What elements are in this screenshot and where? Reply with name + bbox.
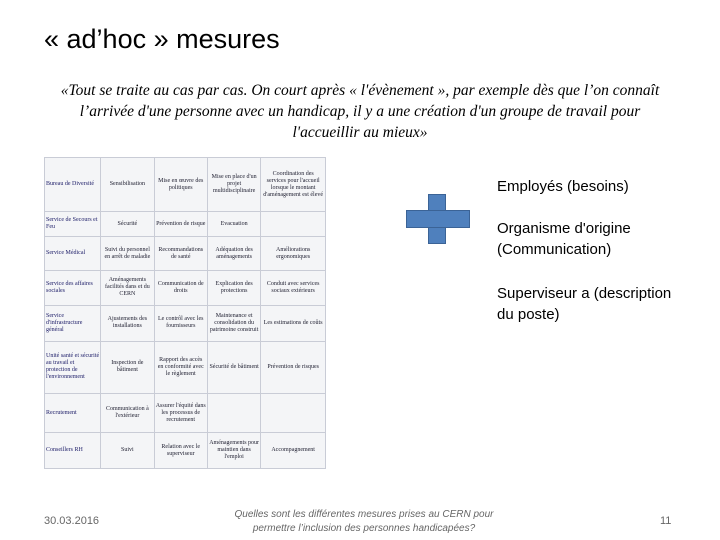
table-row [45,341,326,393]
table-cell: Sécurité [101,212,154,237]
table-cell: Evacuation [207,212,260,237]
table-row [45,237,326,270]
table-row [45,433,326,469]
table-row [45,158,326,212]
table-cell: Conduit avec services sociaux extérieurs [261,270,326,305]
table-cell: Aménagements facilités dans et du CERN [101,270,154,305]
table-cell: Communication à l'extérieur [101,393,154,433]
table-cell: Rapport des accès en conformité avec le règlement [154,341,207,393]
table-cell: Améliorations ergonomiques [261,237,326,270]
table-cell: Suivi du personnel en arrêt de maladie [101,237,154,270]
table-cell: Sensibilisation [101,158,154,212]
table-row-header: Unité santé et sécurité au travail et protection de l'environnement [45,341,101,393]
table-row [45,306,326,341]
table-cell: Prévention de risque [154,212,207,237]
table-row-header: Bureau de Diversité [45,158,101,212]
list-item-superviseur: Superviseur a (description du poste) [497,285,672,323]
quote-text: «Tout se traite au cas par cas. On court après « l'évènement », par exemple dès que l’on connaît l’arrivée d'une personne avec un handicap, il y a une création d'un groupe de travail pour l'accueillir au mieux» [60,82,660,141]
plus-icon [406,194,470,244]
table-cell: Sécurité de bâtiment [207,341,260,393]
slide-title: « ad’hoc » mesures [44,24,280,54]
table-cell: Inspection de bâtiment [101,341,154,393]
table-cell: Explication des protections [207,270,260,305]
measures-table-image [44,157,326,469]
table-row [45,270,326,305]
table-cell: Mise en place d'un projet multidisciplinaire [207,158,260,212]
table-row-header: Service Médical [45,237,101,270]
table-cell: Mise en œuvre des politiques [154,158,207,212]
table-cell: Communication de droits [154,270,207,305]
measures-table [44,157,326,469]
table-cell: Maintenance et consolidation du patrimoine construit [207,306,260,341]
table-cell: Ajustements des installations [101,306,154,341]
footer-date: 30.03.2016 [44,515,100,527]
table-cell: Accompagnement [261,433,326,469]
table-cell: Relation avec le superviseur [154,433,207,469]
table-cell: Recommandations de santé [154,237,207,270]
table-row-header: Service d'infrastructure général [45,306,101,341]
table-row-header: Conseillers RH [45,433,101,469]
table-row-header: Service des affaires sociales [45,270,101,305]
page-number: 11 [660,515,672,527]
table-cell: Prévention de risques [261,341,326,393]
table-cell: Suivi [101,433,154,469]
list-item-employes: Employés (besoins) [497,178,629,195]
table-row [45,393,326,433]
table-cell: Le contrôl avec les fournisseurs [154,306,207,341]
footer-caption: Quelles sont les différentes mesures prises au CERN pour permettre l’inclusion des personnes handicapées? [234,509,494,534]
table-cell: Adéquation des aménagements [207,237,260,270]
table-cell [261,212,326,237]
table-cell: Coordination des services pour l'accueil lorsque le montant d'aménagement est élevé [261,158,326,212]
list-item-organisme: Organisme d'origine (Communication) [497,220,631,258]
table-cell: Les estimations de coûts [261,306,326,341]
table-cell: Assurer l'équité dans les processus de recrutement [154,393,207,433]
table-cell [261,393,326,433]
table-row [45,212,326,237]
table-cell: Aménagements pour maintien dans l'emploi [207,433,260,469]
table-row-header: Service de Secours et Feu [45,212,101,237]
table-cell [207,393,260,433]
table-row-header: Recrutement [45,393,101,433]
